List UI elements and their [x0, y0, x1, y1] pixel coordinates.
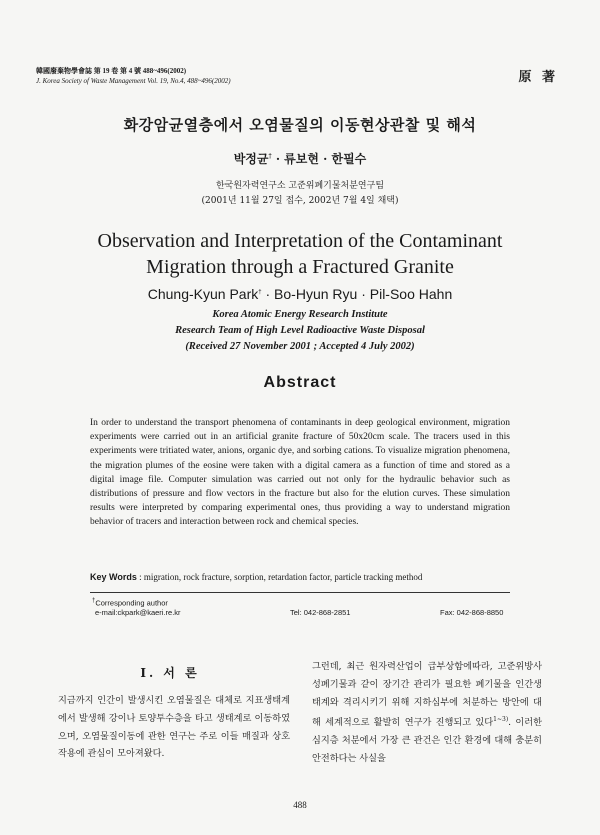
intro-right-text-b: . 이러한 심지층 처분에서 가장 큰 관건은 인간 환경에 대해 충분히 안전하다는 사실을	[312, 717, 542, 765]
corresponding-author-text: Corresponding author	[95, 598, 168, 608]
keywords-text: : migration, rock fracture, sorption, retardation factor, particle tracking method	[139, 572, 423, 582]
corresponding-dagger: †	[268, 153, 272, 160]
english-authors	[0, 286, 600, 302]
corresponding-tel: Tel: 042-868-2851	[290, 608, 351, 617]
korean-author-1: 박정균	[233, 152, 269, 166]
english-received: (Received 27 November 2001 ; Accepted 4 July 2002)	[185, 341, 415, 352]
intro-right-column	[312, 658, 542, 768]
english-title-line-2: Migration through a Fractured Granite	[146, 256, 454, 278]
intro-left-column: 지금까지 인간이 발생시킨 오염물질은 대체로 지표생태계에서 발생해 강이나 토양투수층을 타고 생태계로 이동하였으며, 오염물질이동에 관한 연구는 주로 이들 매질과 상호작용에 관심이 모아져왔다.	[58, 695, 290, 760]
english-author-1: Chung-Kyun Park	[147, 286, 259, 302]
article-type-badge: 原 著	[518, 70, 558, 85]
korean-author-rest: · 류보현 · 한필수	[271, 152, 367, 166]
keywords	[90, 572, 530, 582]
english-title-line-1: Observation and Interpretation of the Contaminant	[97, 230, 503, 252]
korean-affiliation: 한국원자력연구소 고준위폐기물처분연구팀	[215, 181, 385, 191]
korean-authors	[0, 150, 600, 167]
page-number: 488	[293, 800, 307, 810]
citation-ref: 1~3)	[493, 716, 509, 724]
corresponding-dagger-en: †	[258, 289, 262, 296]
corresponding-author-label: †Corresponding author	[92, 598, 168, 608]
keywords-label: Key Words	[90, 572, 137, 582]
korean-title: 화강암균열층에서 오염물질의 이동현상관찰 및 해석	[123, 116, 477, 134]
intro-right-text-a: 그런데, 최근 원자력산업이 급부상함에따라, 고준위방사성폐기물과 같이 장기간 관리가 필요한 폐기물을 인간생태계와 격리시키기 위해 지하심부에 처분하는 방안에 대해 세계적으로 활발히 연구가 진행되고 있다	[312, 661, 542, 729]
korean-received: (2001년 11월 27일 접수, 2002년 7월 4일 채택)	[201, 196, 399, 206]
english-affiliation-1: Korea Atomic Energy Research Institute	[212, 309, 388, 320]
abstract-body: In order to understand the transport phenomena of contaminants in deep geological environment, migration experiments were carried out in an artificial granite fracture of 50x20cm scale. The tracers used in this experiments were tritiated water, anions, organic dye, and sorbing cations. To visualize migration phenomena, the migration plumes of the eosine were taken with a digital camera as a function of time and stored as a digital image file. Computer simulation was carried out not only for the hydraulic behavior such as distributions of pressure and flow vectors in the fracture but also for the elution curves. These simulation results were interpreted by comparing experimental ones, thus providing a way to understand migration behavior of tracers and interaction between rock and chemical species.	[90, 418, 510, 528]
journal-citation-korean: 韓國廢棄物學會誌 第 19 卷 第 4 號 488~496(2002)	[36, 67, 187, 75]
journal-citation-english: J. Korea Society of Waste Management Vol. 19, No.4, 488~496(2002)	[36, 77, 231, 85]
section-heading-introduction: Ⅰ. 서 론	[140, 666, 200, 680]
abstract-heading: Abstract	[263, 374, 337, 391]
english-affiliation-2: Research Team of High Level Radioactive Waste Disposal	[175, 325, 425, 336]
corresponding-fax: Fax: 042-868-8850	[440, 608, 504, 617]
english-author-rest: · Bo-Hyun Ryu · Pil-Soo Hahn	[261, 286, 453, 302]
footnote-divider	[90, 592, 510, 593]
corresponding-email: e-mail:ckpark@kaeri.re.kr	[95, 608, 181, 617]
